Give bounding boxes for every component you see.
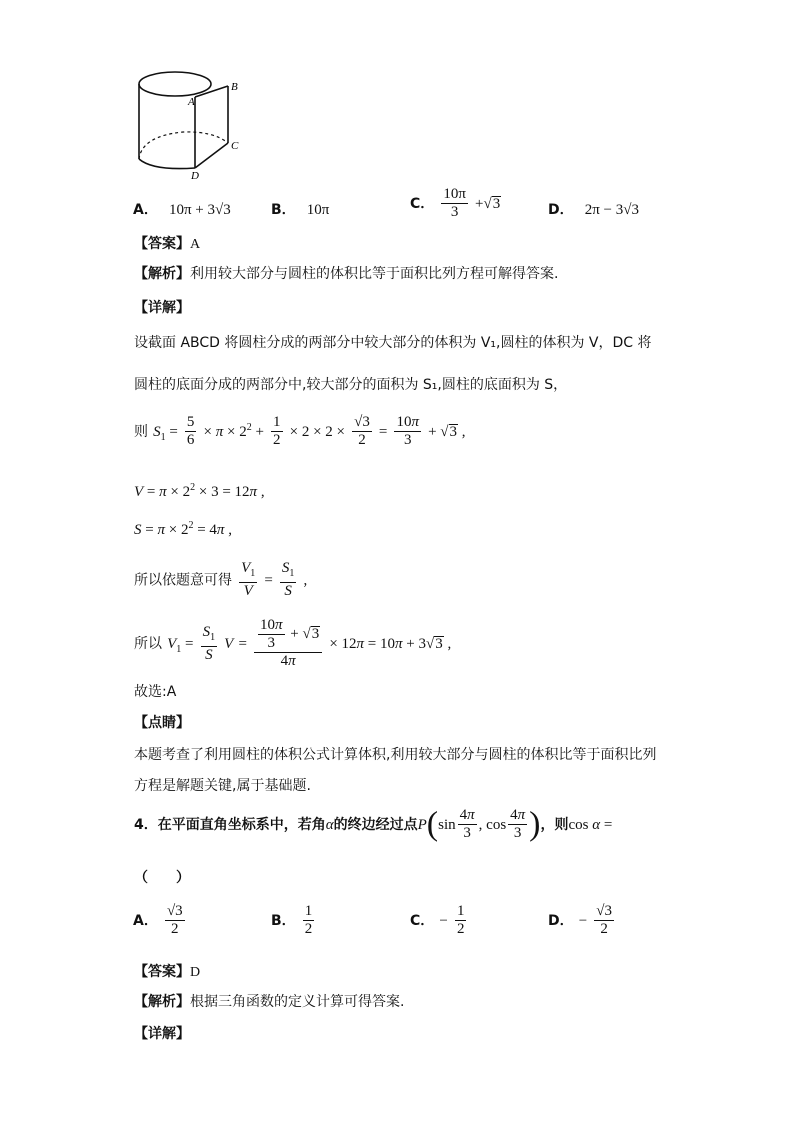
equation-prefix: 所以依题意可得 [134, 572, 232, 589]
q4-stem: 4．在平面直角坐标系中，若角α的终边经过点P(sin $\frac{4\pi}{3}$ , cos $\frac{4\pi}{3}$ )，则cos α = [134, 805, 613, 843]
fraction-numerator: 1 [456, 903, 465, 919]
option-key: B． [271, 913, 296, 929]
fraction-denominator: 2 [171, 921, 179, 937]
q3-comment-line-1: 本题考查了利用圆柱的体积公式计算体积,利用较大部分与圆柱的体积比等于面积比列 [134, 747, 657, 763]
q4-answer [134, 961, 200, 981]
option-key: D． [548, 202, 574, 218]
q4-blank: （ ） [134, 870, 190, 886]
option-fraction [441, 186, 468, 221]
q3-answer [134, 233, 200, 253]
equation-prefix: 所以 [134, 636, 162, 652]
equation-v: $V = \pi \times 2^2 \times 3 = 12\pi$ , [134, 482, 265, 500]
q3-option-c: C． $\frac{10\pi}{3}$ +√3 [410, 186, 501, 220]
figure-label-a: A [188, 96, 195, 108]
cylinder-figure [128, 62, 248, 182]
q3-detail-line-2: 圆柱的底面分成的两部分中,较大部分的面积为 S₁,圆柱的底面积为 S， [134, 377, 568, 393]
option-sign: − [578, 913, 588, 929]
option-radicand: 3 [492, 196, 501, 212]
fraction-numerator: √3 [166, 903, 183, 919]
q4-analysis [134, 991, 404, 1011]
equation-ratio: 所以依题意可得 $\frac{V_1}{V}$ = $\frac{S_1}{S}$ , [134, 560, 308, 599]
fraction-numerator: 1 [304, 903, 313, 919]
option-text: 2π − 3√3 [584, 202, 639, 218]
q4-option-d [548, 903, 616, 938]
q3-comment-line-2: 方程是解题关键,属于基础题. [134, 778, 311, 794]
question-number: 4． [134, 817, 158, 833]
q4-option-b [271, 903, 316, 938]
q3-detail-line-1: 设截面 ABCD 将圆柱分成的两部分中较大部分的体积为 V₁,圆柱的体积为 V，DC 将 [134, 335, 652, 351]
analysis-label: 【解析】 [134, 266, 190, 282]
fraction-numerator: √3 [596, 903, 613, 919]
option-text: 10π + 3√3 [168, 202, 231, 218]
option-sign: − [439, 913, 448, 929]
analysis-text: 根据三角函数的定义计算可得答案. [190, 994, 405, 1010]
option-key: A． [133, 202, 158, 218]
option-key: A． [133, 913, 158, 929]
stem-text-b: 的终边经过点 [333, 817, 418, 833]
equation-s1: 则 $S_1$ = $\frac{5}{6}$ × $\pi \times 2^2$ + $\frac{1}{2}$ × 2 × 2 × $\frac{√3}{2}$ = $\frac{10\pi}{3}$ + √3 , [134, 414, 466, 448]
equation-v1: 所以 $V_1$ = $\frac{S_1}{S}$ V = $\frac{10\pi}{3}$ + √3 4π × 12π = 10π + 3√3 , [134, 617, 452, 669]
option-key: D． [548, 913, 574, 929]
option-tail: + [475, 196, 484, 212]
answer-label: 【答案】 [134, 236, 190, 252]
q3-option-d [548, 199, 639, 219]
fraction-denominator: 2 [456, 921, 465, 937]
q3-analysis [134, 263, 558, 283]
q3-option-a [133, 199, 231, 219]
option-key: C． [410, 913, 435, 929]
q3-conclusion: 故选:A [134, 684, 177, 700]
answer-label: 【答案】 [134, 964, 190, 980]
equation-prefix: 则 [134, 424, 148, 440]
q4-detail-label: 【详解】 [134, 1026, 190, 1042]
figure-label-b: B [231, 81, 238, 93]
answer-value: D [190, 965, 201, 980]
analysis-label: 【解析】 [134, 994, 190, 1010]
q3-detail-label: 【详解】 [134, 300, 190, 316]
analysis-text: 利用较大部分与圆柱的体积比等于面积比列方程可解得答案. [190, 266, 559, 282]
stem-text-a: 在平面直角坐标系中，若角 [157, 817, 326, 833]
answer-value: A [190, 237, 201, 252]
q3-comment-label: 【点睛】 [134, 715, 190, 731]
fraction-denominator: 2 [304, 921, 313, 937]
option-key: C． [410, 196, 435, 212]
fraction-numerator: 10π [443, 186, 466, 202]
figure-label-d: D [191, 170, 199, 182]
fraction-denominator: 2 [600, 921, 608, 937]
figure-label-c: C [231, 140, 239, 152]
stem-text-c: ，则 [540, 817, 569, 833]
fraction-denominator: 3 [450, 204, 459, 220]
q3-option-b [271, 199, 329, 219]
q4-option-c [410, 903, 468, 938]
q4-option-a [133, 903, 187, 938]
option-text: 10π [306, 202, 330, 218]
option-key: B． [271, 202, 296, 218]
equation-s: $S = \pi \times 2^2 = 4\pi$ , [134, 520, 232, 538]
